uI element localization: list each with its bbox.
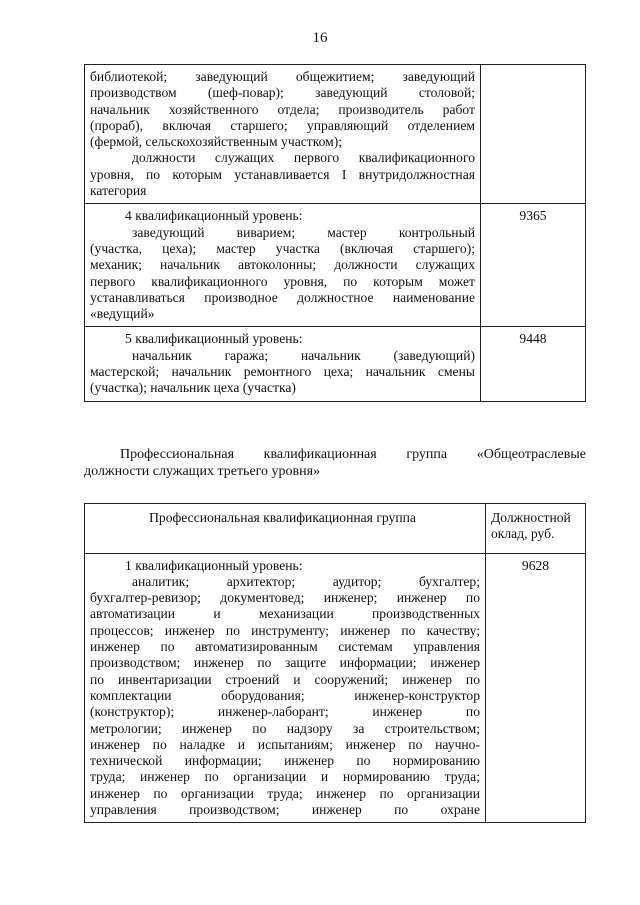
text-line: метрологии; инженер по надзору за строительством; xyxy=(90,720,480,736)
text-line: процессов; инженер по инструменту; инженер по качеству; xyxy=(90,622,480,638)
group-heading-line: Профессиональная квалификационная группа «Общеотраслевые xyxy=(120,447,586,462)
table-row xyxy=(85,204,586,327)
text-line: начальник хозяйственного отдела; производитель работ xyxy=(90,101,475,117)
text-line: (прораб), включая старшего; управляющий отделением xyxy=(90,117,475,133)
text-line: инженер по организации труда; инженер по организации xyxy=(90,785,480,801)
position-list-cell xyxy=(85,65,481,204)
level-title: 1 квалификационный уровень: xyxy=(125,557,303,573)
level-title: 5 квалификационный уровень: xyxy=(125,331,303,347)
text-line: (конструктор); инженер-лаборант; инженер по xyxy=(90,704,480,720)
position-list-cell xyxy=(85,327,481,401)
salary-cell: 9365 xyxy=(481,204,586,327)
text-line: уровня, по которым устанавливается I внутридолжностная xyxy=(90,166,475,182)
text-line: начальник гаража; начальник (заведующий) xyxy=(132,347,475,363)
text-line: производством (шеф-повар); заведующий столовой; xyxy=(90,85,475,101)
text-line: механик; начальник автоколонны; должности служащих xyxy=(90,257,475,273)
text-line: (фермой, сельскохозяйственным участком); xyxy=(90,134,343,150)
text-line: должности служащих первого квалификационного xyxy=(132,150,475,166)
salary-cell xyxy=(481,65,586,204)
column-header-salary-line: оклад, руб. xyxy=(491,526,555,542)
page-number: 16 xyxy=(312,30,328,46)
column-header-salary-line: Должностной xyxy=(491,510,571,525)
text-line: комплектации оборудования; инженер-конструктор xyxy=(90,687,480,703)
text-line: инженер по автоматизированным системам управления xyxy=(90,639,480,655)
text-line: инженер по наладке и испытаниям; инженер по научно- xyxy=(90,736,480,752)
table-header-row xyxy=(85,504,586,554)
position-list-cell xyxy=(85,553,486,823)
text-line: производством; инженер по защите информации; инженер xyxy=(90,655,480,671)
text-line: бухгалтер-ревизор; документовед; инженер; инженер по xyxy=(90,590,480,606)
qualification-table-continued xyxy=(84,64,586,402)
text-line: управления производством; инженер по охране xyxy=(90,802,480,818)
text-line: аналитик; архитектор; аудитор; бухгалтер; xyxy=(132,573,480,589)
text-line: устанавливаться производное должностное наименование xyxy=(90,289,475,305)
table-row xyxy=(85,327,586,401)
group-heading xyxy=(84,446,586,480)
table-row xyxy=(85,65,586,204)
text-line: (участка, цеха); мастер участка (включая старшего); xyxy=(90,240,475,256)
text-line: автоматизации и механизации производственных xyxy=(90,606,480,622)
table-row xyxy=(85,553,586,823)
column-header-salary xyxy=(486,504,586,554)
level-title: 4 квалификационный уровень: xyxy=(125,208,303,224)
column-header-group: Профессиональная квалификационная группа xyxy=(85,504,486,554)
text-line: заведующий виварием; мастер контрольный xyxy=(132,224,475,240)
group-heading-line: должности служащих третьего уровня» xyxy=(84,464,321,479)
text-line: библиотекой; заведующий общежитием; заведующий xyxy=(90,69,475,84)
qualification-table xyxy=(84,503,586,823)
position-list-cell xyxy=(85,204,481,327)
text-line: технической информации; инженер по нормированию xyxy=(90,753,480,769)
text-line: труда; инженер по организации и нормированию труда; xyxy=(90,769,480,785)
text-line: первого квалификационного уровня, по которым может xyxy=(90,273,475,289)
text-line: мастерской; начальник ремонтного цеха; начальник смены xyxy=(90,364,475,380)
salary-cell: 9448 xyxy=(481,327,586,401)
text-line: по инвентаризации строений и сооружений; инженер по xyxy=(90,671,480,687)
text-line: «ведущий» xyxy=(90,306,155,322)
text-line: категория xyxy=(90,183,147,199)
salary-cell: 9628 xyxy=(486,553,586,823)
text-line: (участка); начальник цеха (участка) xyxy=(90,380,296,396)
